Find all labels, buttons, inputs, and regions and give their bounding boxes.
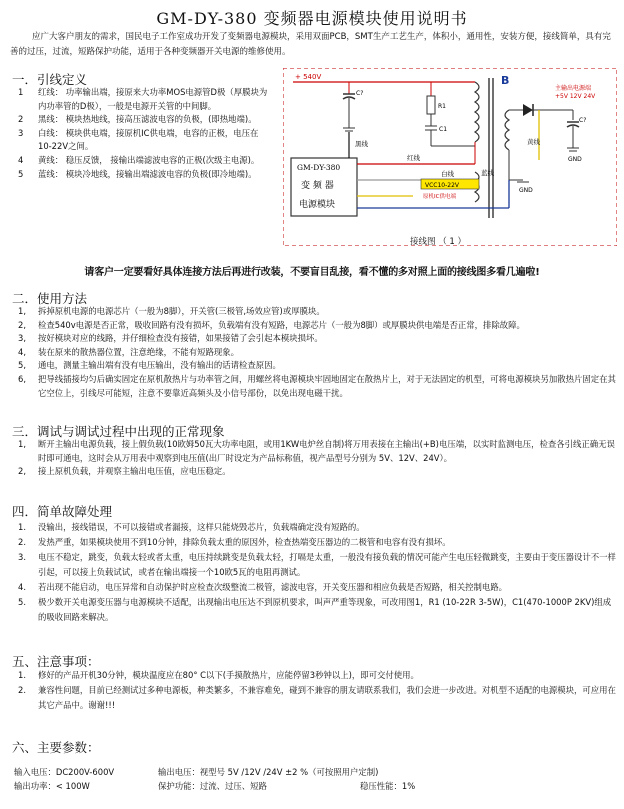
list-item: 1 红线： 功率输出端，接原来大功率MOS电源管D极（厚膜块为内功率管的D极），一般是电源开关管的中间脚。 [18,87,268,111]
param-output-voltage: 输出电压：视型号 5V /12V /24V ±2 %（可按照用户定制) [158,767,379,777]
section-4-heading: 四．简单故障处理 [12,504,113,519]
list-item: 2, 接上原机负载，并观察主输出电压值，应电压稳定。 [18,466,231,477]
list-item: 5, 通电，测量主输出端有没有电压输出，没有输出的话请检查原因。 [18,360,281,371]
section-1-list [18,86,268,181]
warning-text: 请客户一定要看好具体连接方法后再进行改装，不要盲目乱接，看不懂的多对照上面的接线图多看几遍啦! [84,267,540,278]
list-item: 1, 拆掉原机电源的电源芯片（一般为8脚），开关管(三极管,场效应管)或厚膜块。 [18,306,325,316]
list-item: 4, 装在原来的散热器位置，注意绝缘，不能有短路现象。 [18,346,239,357]
yellow-wire-label: 黄线 [527,138,540,146]
blue-wire-label: 蓝线 [481,169,494,177]
list-item: 1, 断开主输出电源负载，接上假负载(10欧姆50瓦大功率电阻，或用1KW电炉丝自制)将万用表接在主输出(+B)电压端，以实时监测电压，检查各引线正确无误时即可通电，这时会从万用表中观察到电压值(出厂时设定为产品标称值，视产品型号分别为 5V、12V、24V）。 [18,439,615,463]
module-model: GM-DY-380 [297,163,341,172]
black-wire-label: 黑线 [355,140,368,148]
section-3-list [18,438,616,479]
section-2-heading: 二．使用方法 [12,291,88,306]
list-item: 2. 发热严重，如果模块使用不到10分钟，排除负载太重的原因外，检查热端变压器边的二极管和电容有没有损坏。 [18,537,451,547]
section-5-heading: 五、注意事项： [12,654,100,669]
cap-label: C? [356,90,364,97]
r1-label: R1 [438,103,446,110]
section-5-list [18,668,616,713]
document-title: GM-DY-380 变频器电源模块使用说明书 [156,9,468,28]
list-item: 3. 电压不稳定，跳变，负载太轻或者太重，电压持续跳变是负载太轻，打嗝是太重，一般没有接负载的情况可能产生电压轻微跳变，主要由于变压器设计不一样引起，可以接上负载试试，或者在输出端接一个10欧5瓦的电阻再测试。 [18,552,616,577]
v540-label: + 540V [295,73,322,81]
list-item: 5 蓝线： 模块冷地线，接输出端滤波电容的负极(即冷地端)。 [18,168,257,179]
param-output-power: 输出功率：< 100W [14,781,90,791]
gnd-label-cold: GND [519,187,533,194]
param-input-voltage: 输入电压：DC200V-600V [14,767,115,777]
transformer-label: B [501,74,510,87]
out-cap-label: C? [579,117,587,124]
list-item: 2. 兼容性问题，目前已经测试过多种电源板，种类繁多，不兼容难免，碰到不兼容的朋友请联系我们，我们会进一步改进。对机型不适配的电源模块，可应用在其它产品中。谢谢!!! [18,685,616,710]
param-protection: 保护功能：过流、过压、短路 [158,781,267,791]
section-2-list [18,305,616,400]
list-item: 1. 修好的产品开机30分钟，模块温度应在80° C以下(手摸散热片，应能停留3秒钟以上)，即可交付使用。 [18,670,419,680]
list-item: 2, 检查540v电源是否正常，吸收回路有没有损坏，负载端有没有短路，电源芯片（一般为8脚）或厚膜块供电端是否正常，排除故障。 [18,319,525,330]
diagram-caption: 接线图 （ 1 ） [410,237,467,247]
module-name-1: 变 频 器 [301,181,334,191]
output-voltages: +5V 12V 24V [555,93,596,100]
list-item: 3 白线： 模块供电端，接原机IC供电端，电容的正极，电压在10-22V之间。 [18,127,259,152]
section-6-heading: 六、主要参数： [12,740,100,755]
white-wire-label: 白线 [441,170,454,178]
intro-paragraph: 应广大客户朋友的需求，国民电子工作室成功开发了变频器电源模块，采用双面PCB，SMT生产工艺生产，体积小，通用性，安装方便，接线简单，具有完善的过压，过流，短路保护功能，适用于各种变频器开关电源的维修使用。 [10,32,611,57]
wiring-diagram [283,68,617,246]
c1-label: C1 [439,126,448,133]
vcc-sub-label: 原机IC供电端 [423,194,456,200]
list-item: 4 黄线： 稳压反馈， 接输出端滤波电容的正极(次级主电源)。 [18,154,260,165]
list-item: 5. 极少数开关电源变压器与电源模块不适配，出现输出电压达不到原机要求，叫声严重等现象，可改用图1，R1 (10-22R 3-5W)，C1(470-1000P 2KV)组成的吸收回路来解决。 [18,597,612,622]
red-wire-label: 红线 [407,154,420,162]
param-regulation: 稳压性能：1% [360,781,416,791]
output-label: 主输出电源端 [555,85,592,92]
section-4-list [18,520,616,625]
section-3-heading: 三．调试与调试过程中出现的正常现象 [12,424,225,439]
list-item: 6, 把导线插接均匀后确实固定在原机散热片与功率管之间，用螺丝将电源模块牢固地固定在散热片上，对于无法固定的机型，可将电源模块另加散热片固定在其它空位上，引线尽可能短，注意不要靠近高频头及小信号部份，以免出现电磁干扰。 [18,373,616,398]
list-item: 1. 没输出，接线错误，不可以接错或者漏接，这样只能烧毁芯片，负载端确定没有短路的。 [18,522,365,532]
list-item: 4. 若出现不能启动，电压异常和自动保护时应检查次级整流二极管，滤波电容，开关变压器和相应负载是否短路，相关控制电路。 [18,582,507,592]
list-item: 3, 按好模块对应的线路，并仔细检查没有接错，如果接错了会引起本模块损坏。 [18,333,323,344]
module-name-2: 电源模块 [299,200,336,210]
vcc-label: VCC10-22V [425,182,460,189]
section-1-heading: 一．引线定义 [12,72,88,87]
gnd-label-out: GND [568,156,582,163]
list-item: 2 黑线： 模块热地线，接高压滤波电容的负极，(即热地端)。 [18,114,257,125]
